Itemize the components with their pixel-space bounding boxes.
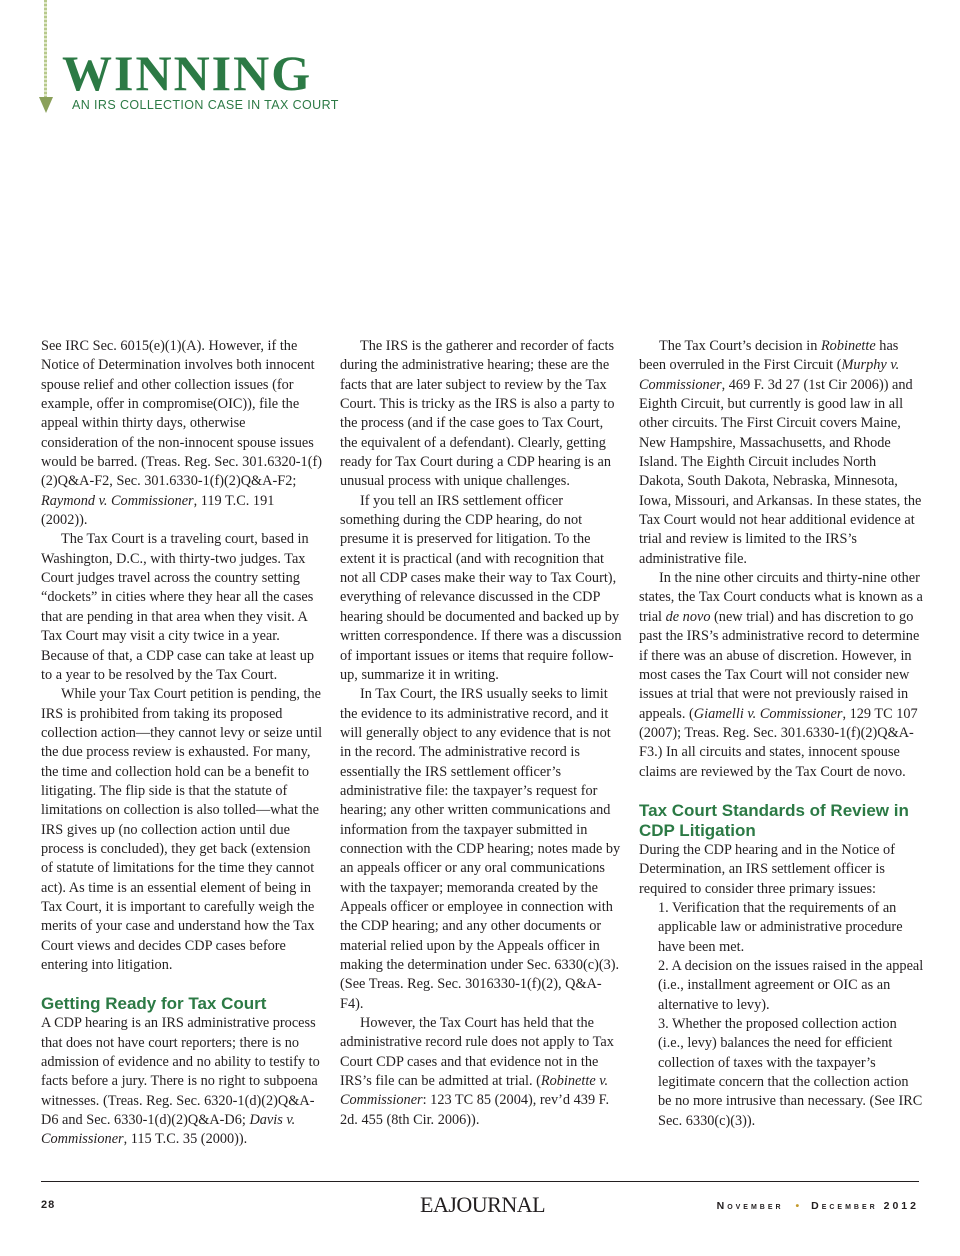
paragraph: In the nine other circuits and thirty-nine other states, the Tax Court conducts what is known as a trial de novo (new trial) and has discretion to go past the IRS’s administrative record to determine if there was an abuse of discretion. However, in most cases the Tax Court will not consider new issues at trial that were not previously raised in appeals. (Giamelli v. Commissioner, 129 TC 107 (2007); Treas. Reg. Sec. 301.6330-1(f)(2)Q&A-F3.) In all circuits and states, innocent spouse claims are reviewed by the Tax Court de novo. <box>639 570 923 780</box>
section-heading: Tax Court Standards of Review in CDP Litigation <box>639 800 909 840</box>
paragraph: A CDP hearing is an IRS administrative process that does not have court reporters; there is no admission of evidence and no ability to testify to facts before a jury. There is no right to subpoena witnesses. (Treas. Reg. Sec. 6320-1(d)(2)Q&A-D6 and Sec. 6330-1(d)(2)Q&A-D6; Davis v. Commissioner, 115 T.C. 35 (2000)). <box>41 1015 320 1148</box>
article-column-3 <box>639 337 924 1131</box>
paragraph: While your Tax Court petition is pending, the IRS is prohibited from taking its proposed collection action—they cannot levy or seize until the due process review is exhausted. For many, the time and collection hold can be a benefit to litigating. The flip side is that the statute of limitations on collection is also tolled—what the IRS gives up (no collection action until due process is concluded), they get back (extension of statute of limitations for the time they cannot act). As time is an essential element of being in Tax Court, it is important to carefully weigh the merits of your case and understand how the Tax Court views and decides CDP cases before entering into litigation. <box>41 686 323 973</box>
arrow-down-icon <box>39 97 53 113</box>
list-item: 3. Whether the proposed collection action (i.e., levy) balances the need for efficient collection of taxes with the taxpayer’s legitimate concern that the collection action be no more intrusive than necessary. (See IRC Sec. 6330(c)(3)). <box>658 1016 923 1129</box>
page-subtitle: AN IRS COLLECTION CASE IN TAX COURT <box>72 98 339 112</box>
list-item: 1. Verification that the requirements of an applicable law or administrative procedure have been met. <box>658 899 903 955</box>
issues-list <box>639 899 924 1131</box>
issue-month-end: December 2012 <box>811 1200 919 1212</box>
issue-date <box>717 1200 919 1212</box>
footer-rule <box>41 1181 919 1182</box>
separator-dot: • <box>795 1200 800 1212</box>
article-column-2 <box>340 337 623 1130</box>
page-number: 28 <box>41 1199 56 1211</box>
article-column-1 <box>41 337 323 1150</box>
paragraph: During the CDP hearing and in the Notice of Determination, an IRS settlement officer is required to consider three primary issues: <box>639 841 895 897</box>
paragraph: The IRS is the gatherer and recorder of facts during the administrative hearing; these are the facts that are later subject to review by the Tax Court. This is tricky as the IRS is also a party to the process (and if the case goes to Tax Court, the equivalent of a defendant). Clearly, getting ready for Tax Court during a CDP hearing is an unusual process with unique challenges. <box>340 338 615 490</box>
list-item: 2. A decision on the issues raised in the appeal (i.e., installment agreement or OIC as an alternative to levy). <box>658 957 924 1013</box>
journal-logo: EAJOURNAL <box>420 1192 546 1217</box>
paragraph: See IRC Sec. 6015(e)(1)(A). However, if the Notice of Determination involves both innocent spouse relief and other collection issues (for example, offer in compromise(OIC)), file the appeal within thirty days, otherwise consideration of the non-innocent spouse issues would be barred. (Treas. Reg. Sec. 301.6320-1(f)(2)Q&A-F2, Sec. 301.6330-1(f)(2)Q&A-F2; Raymond v. Commissioner, 119 T.C. 191 (2002)). <box>41 338 322 529</box>
paragraph: However, the Tax Court has held that the administrative record rule does not apply to Tax Court CDP cases and that evidence not in the IRS’s file can be admitted at trial. (Robinette v. Commissioner: 123 TC 85 (2004), rev’d 439 F. 2d. 455 (8th Cir. 2006)). <box>340 1015 614 1128</box>
paragraph: In Tax Court, the IRS usually seeks to limit the evidence to its administrative record, and it will generally object to any evidence that is not in the record. The administrative record is essentially the IRS settlement officer’s administrative file: the taxpayer’s request for hearing; any other written communications and information from the taxpayer submitted in connection with the CDP hearing; notes made by an appeals officer or any oral communications with the taxpayer; memoranda created by the Appeals officer or employee in connection with the CDP hearing; and any other documents or material relied upon by the Appeals officer in making the determination under Sec. 6330(c)(3). (See Treas. Reg. Sec. 3016330-1(f)(2), Q&A-F4). <box>340 686 621 1012</box>
page-title: WINNING <box>62 45 313 101</box>
paragraph: The Tax Court is a traveling court, based in Washington, D.C., with thirty-two judges. Tax Court judges travel across the country setting “dockets” in cities where they hear all the cases that are pending in that area when they visit. A Tax Court may visit a city twice in a year. Because of that, a CDP case can take at least up to a year to be resolved by the Tax Court. <box>41 531 314 683</box>
margin-rule <box>44 0 47 100</box>
section-heading: Getting Ready for Tax Court <box>41 994 267 1014</box>
paragraph: If you tell an IRS settlement officer something during the CDP hearing, do not presume it is preserved for litigation. To the extent it is practical (and with recognition that not all CDP cases make their way to Tax Court), everything of relevance discussed in the CDP hearing should be documented and backed up by written correspondence. If there was a discussion of important issues or items that require follow-up, summarize it in writing. <box>340 492 622 683</box>
paragraph: The Tax Court’s decision in Robinette has been overruled in the First Circuit (Murphy v. Commissioner, 469 F. 3d 27 (1st Cir 2006)) and Eighth Circuit, but currently is good law in all other circuits. The First Circuit covers Maine, New Hampshire, Massachusetts, and Rhode Island. The Eighth Circuit includes North Dakota, South Dakota, Nebraska, Minnesota, Iowa, Missouri, and Arkansas. In these states, the Tax Court would not hear additional evidence at trial and review is limited to the IRS’s administrative file. <box>639 338 922 567</box>
issue-month-start: November <box>716 1200 784 1212</box>
